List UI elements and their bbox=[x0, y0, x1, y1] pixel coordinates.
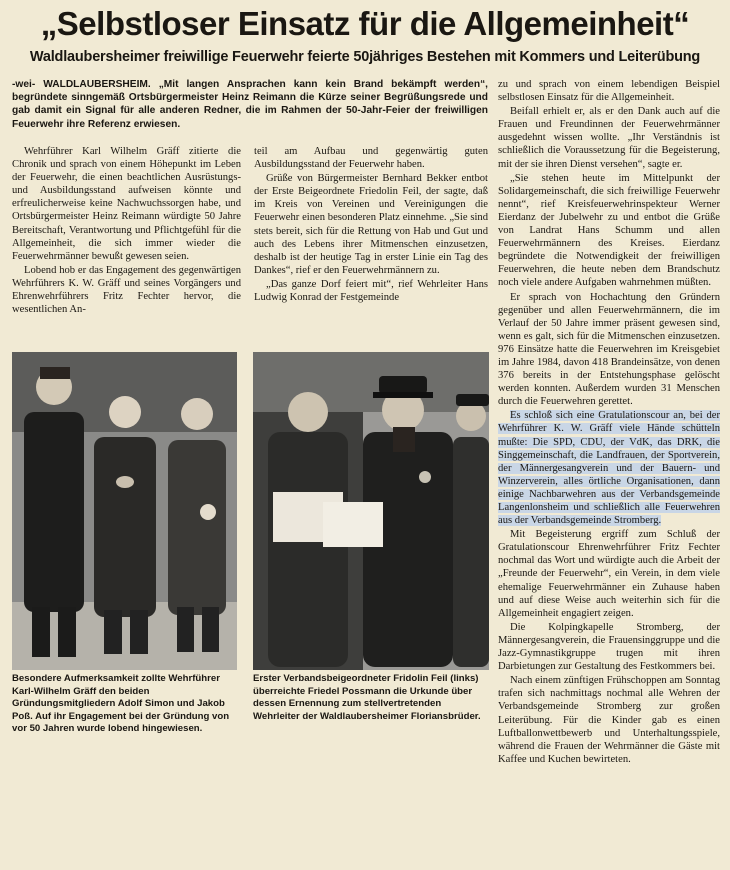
paragraph bbox=[498, 409, 720, 527]
subheadline: Waldlaubersheimer freiwillige Feuerwehr feierte 50jähriges Bestehen mit Kommers und Leiterübung bbox=[29, 49, 701, 65]
paragraph: Mit Begeisterung ergriff zum Schluß der Gratulationscour Ehrenwehrführer Fritz Fechter nochmal das Wort und würdigte auch die Arbeit der „Freunde der Feuerwehr“, ein Verein, in dem viele ehemalige Feuerwehrmänner ein Zuhause haben und auf diese Weise auch weiterhin sich für die Allgemeinheit engagiert zeigen. bbox=[498, 529, 720, 619]
paragraph: Lobend hob er das Engagement des gegenwärtigen Wehrführers K. W. Gräff und seines Vorgängers und Ehrenwehrführers Fritz Fechter hervor, die wesentlichen An- bbox=[12, 264, 241, 316]
paragraph: teil am Aufbau und gegenwärtig guten Ausbildungsstand der Feuerwehr haben. bbox=[254, 146, 488, 171]
photo-1-caption: Besondere Aufmerksamkeit zollte Wehrführer Karl-Wilhelm Gräff den beiden Gründungsmitgliedern Adolf Simon und Jakob Poß. Auf ihr Engagement bei der Gründung von vor 50 Jahren wurde lobend hingewiesen. bbox=[12, 673, 230, 735]
paragraph: Er sprach von Hochachtung den Gründern gegenüber und allen Feuerwehrmännern, die im Verlauf der 50 Jahre immer präsent gewesen sind, wenn es galt, sich für die Mitmenschen einzusetzen. 976 Einsätze hatte die Feuerwehren im Kreisgebiet im Jahre 1984, davon 418 Brandeinsätze, von denen 376 bereits in der Entstehungsphase gelöscht werden konnten. Außerdem wurden 31 Menschen durch die Feuerwehren gerettet. bbox=[498, 291, 720, 408]
article-column-2 bbox=[254, 145, 488, 345]
paragraph: Die Kolpingkapelle Stromberg, der Männergesangverein, die Frauensinggruppe und die Jazz-Gymnastikgruppe trugen mit ihren Darbietungen zur Gestaltung des Festkommers bei. bbox=[498, 621, 720, 673]
photo-2-caption: Erster Verbandsbeigeordneter Fridolin Feil (links) überreichte Friedel Possmann die Urkunde über dessen Ernennung zum stellvertretenden Wehrleiter der Waldlaubersheimer Floriansbrüder. bbox=[253, 673, 481, 722]
article-column-1 bbox=[12, 145, 241, 345]
lead-paragraph bbox=[12, 78, 488, 131]
lead-text: „Mit langen Ansprachen kann kein Brand bekämpft werden“, begründete sinngemäß Ortsbürgermeister Heinz Reimann die Kürze seiner Begrüßungsrede und gab damit ein Signal für alle anderen Redner, die im Rahmen der 50-Jahr-Feier der freiwilligen Feuerwehr ihre Referenz erwiesen. bbox=[12, 79, 488, 130]
headline: „Selbstloser Einsatz für die Allgemeinheit“ bbox=[40, 5, 690, 42]
paragraph: „Sie stehen heute im Mittelpunkt der Solidargemeinschaft, die sich freiwillige Feuerwehr nennt“, rief Kreisfeuerwehrinspekteur Werner Eierdanz der Jubelwehr zu und entbot die Grüße von Landrat Hans Schumm und allen Feuerwehrmännern des Kreises. Eierdanz begründete die Notwendigkeit der freiwilligen Feuerwehren, die heute neben dem Brandschutz noch viele andere Aufgaben wahrnehmen müßten. bbox=[498, 172, 720, 289]
paragraph: Beifall erhielt er, als er den Dank auch auf die Frauen und Freundinnen der Feuerwehrmänner ausgedehnt wissen wollte. „Ihr Verständnis ist schließlich die Voraussetzung für die Begeisterung, mit der sie ihren Dienst versehen“, sagte er. bbox=[498, 106, 720, 170]
article-column-3 bbox=[498, 78, 720, 864]
paragraph: Wehrführer Karl Wilhelm Gräff zitierte die Chronik und sprach von einem Höhepunkt im Leben der Feuerwehr, die einen beachtlichen Ausrüstungs- und Ausbildungsstand aufweisen könnte und erfreulicherweise keine Nachwuchssorgen habe, und Ortsbürgermeister Heinz Reimann würdigte 50 Jahre Bereitschaft, Verantwortung und Pflichtgefühl für die Allgemeinheit, die sich immer wieder die Feuerwehrmänner bewußt gewesen seien. bbox=[12, 146, 241, 262]
firemen-certificate-photo bbox=[253, 352, 489, 670]
three-men-photo bbox=[12, 352, 237, 670]
highlighted-text: Es schloß sich eine Gratulationscour an, bei der Wehrführer K. W. Gräff viele Hände schütteln mußte: Die SPD, CDU, der VdK, das DRK, die Singgemeinschaft, die Landfrauen, der Sportverein, der Männergesangverein und der Bauern- und Winzerverein, alles örtliche Organisationen, dann einige Nachbarwehren aus der Verbandsgemeinde Langenlonsheim und schließlich alle Feuerwehren aus der Verbandsgemeinde Stromberg. bbox=[498, 410, 720, 527]
author-tag: -wei- bbox=[12, 79, 36, 90]
paragraph: zu und sprach von einem lebendigen Beispiel selbstlosen Einsatz für die Allgemeinheit. bbox=[498, 79, 720, 104]
paragraph: Grüße von Bürgermeister Bernhard Bekker entbot der Erste Beigeordnete Friedolin Feil, der sagte, daß im Kreis von Vereinen und Vereinigungen die Feuerwehr einen besonderen Platz einnehme. „Sie sind stets bereit, sich für die Rettung von Hab und Gut und auch des Lebens ihrer Mitmenschen einzusetzen, deshalb ist der heutige Tag in erster Linie ein Tag des Dankes“, rief er den Feuerwehrmännern zu. bbox=[254, 173, 488, 276]
paragraph: „Das ganze Dorf feiert mit“, rief Wehrleiter Hans Ludwig Konrad der Festgemeinde bbox=[254, 278, 488, 304]
dateline: WALDLAUBERSHEIM. bbox=[43, 79, 151, 90]
paragraph: Nach einem zünftigen Frühschoppen am Sonntag trafen sich nachmittags nochmal alle Wehren der Verbandsgemeinde Stromberg zur großen Leiterübung. Für die Kinder gab es einen Luftballonwettbewerb und Unterhaltungsspiele, während die Frauen der Wehrmänner die Gäste mit Kaffee und Kuchen bewirteten. bbox=[498, 675, 720, 765]
